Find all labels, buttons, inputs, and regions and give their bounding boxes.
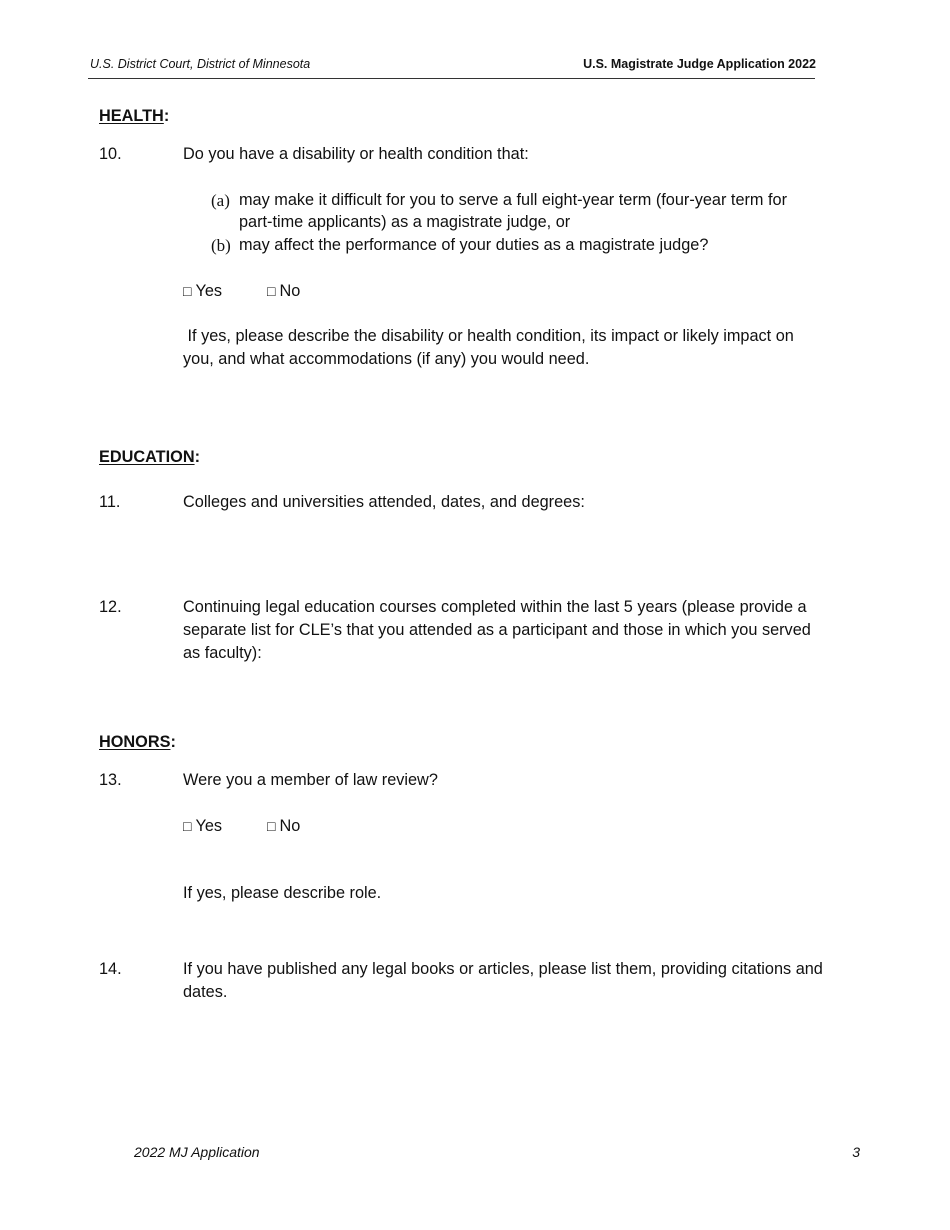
checkbox-icon[interactable]: □	[183, 283, 192, 299]
header-court-name: U.S. District Court, District of Minnesota	[90, 57, 311, 71]
question-12-line3: as faculty):	[183, 644, 262, 662]
question-number-11: 11.	[99, 493, 121, 511]
question-number-13: 13.	[99, 771, 122, 789]
section-heading-honors: HONORS:	[99, 733, 176, 751]
q10-item-a-label: (a)	[211, 191, 230, 210]
footer-document-name: 2022 MJ Application	[134, 1144, 260, 1160]
q10-item-b-label: (b)	[211, 236, 231, 255]
q10-item-a-line2: part-time applicants) as a magistrate judge, or	[239, 213, 571, 231]
q10-followup-line2: you, and what accommodations (if any) you would need.	[183, 350, 590, 368]
question-14-line1: If you have published any legal books or articles, please list them, providing citations and	[183, 960, 823, 978]
header-application-title: U.S. Magistrate Judge Application 2022	[583, 57, 816, 71]
header-divider	[88, 78, 815, 79]
q10-item-a-line1: may make it difficult for you to serve a full eight-year term (four-year term for	[239, 191, 788, 209]
q10-followup-line1: If yes, please describe the disability or health condition, its impact or likely impact on	[183, 327, 794, 345]
q10-item-b-text: may affect the performance of your duties as a magistrate judge?	[239, 236, 709, 254]
section-heading-education: EDUCATION:	[99, 448, 200, 466]
question-number-10: 10.	[99, 145, 122, 163]
q13-yes-option[interactable]: □ Yes	[183, 817, 223, 835]
checkbox-icon[interactable]: □	[183, 818, 192, 834]
footer-page-number: 3	[852, 1144, 860, 1160]
q13-no-option[interactable]: □ No	[267, 817, 301, 835]
checkbox-icon[interactable]: □	[267, 818, 276, 834]
section-heading-health: HEALTH:	[99, 107, 170, 125]
question-14-line2: dates.	[183, 983, 228, 1001]
q13-followup: If yes, please describe role.	[183, 884, 382, 902]
question-12-line2: separate list for CLE’s that you attended as a participant and those in which you served	[183, 621, 811, 639]
question-10-text: Do you have a disability or health condition that:	[183, 145, 529, 163]
question-12-line1: Continuing legal education courses completed within the last 5 years (please provide a	[183, 598, 807, 616]
checkbox-icon[interactable]: □	[267, 283, 276, 299]
q10-yes-option[interactable]: □ Yes	[183, 282, 223, 300]
question-13-text: Were you a member of law review?	[183, 771, 438, 789]
q10-no-option[interactable]: □ No	[267, 282, 301, 300]
question-11-text: Colleges and universities attended, dates, and degrees:	[183, 493, 585, 511]
question-number-14: 14.	[99, 960, 122, 978]
question-number-12: 12.	[99, 598, 122, 616]
